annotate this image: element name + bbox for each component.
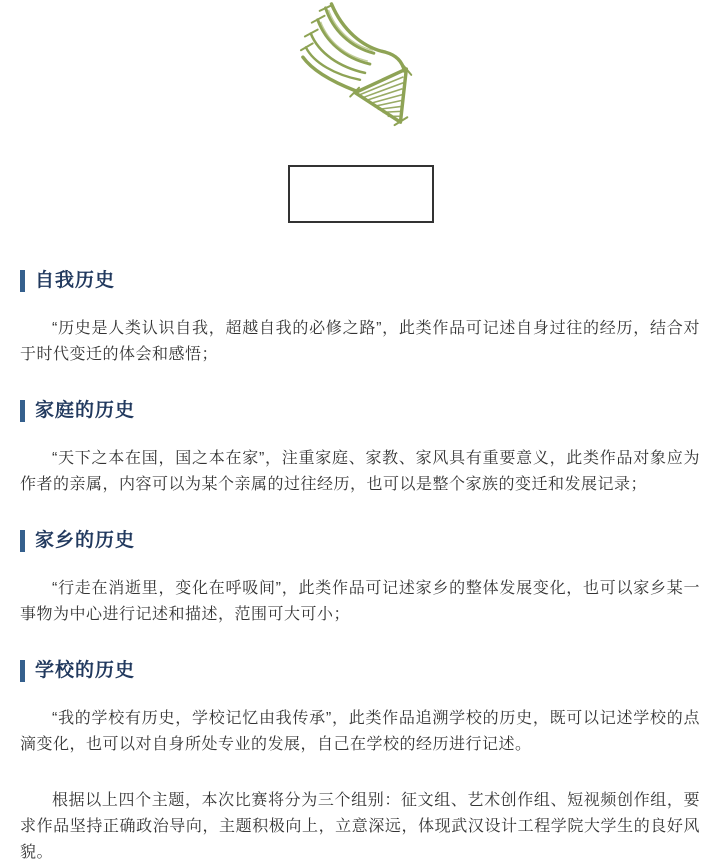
closing-paragraph: 根据以上四个主题，本次比赛将分为三个组别：征文组、艺术创作组、短视频创作组，要求作品坚持正确政治导向，主题积极向上，立意深远，体现武汉设计工程学院大学生的良好风貌。 xyxy=(20,792,700,860)
section-paragraph: “我的学校有历史，学校记忆由我传承”，此类作品追溯学校的历史，既可以记述学校的点滴变化，也可以对自身所处专业的发展，自己在学校的经历进行记述。 xyxy=(20,710,700,753)
section-title: 家庭的历史 xyxy=(35,400,136,421)
section-paragraph: “行走在消逝里，变化在呼吸间”，此类作品可记述家乡的整体发展变化，也可以家乡某一事物为中心进行记述和描述，范围可大可小； xyxy=(20,580,700,623)
section-accent-bar xyxy=(20,270,25,292)
section-header xyxy=(20,528,700,554)
section-title: 家乡的历史 xyxy=(35,530,136,551)
section-paragraph: “历史是人类认识自我，超越自我的必修之路”，此类作品可记述自身过往的经历，结合对于时代变迁的体会和感悟； xyxy=(20,320,700,363)
section-title: 自我历史 xyxy=(35,270,116,291)
section-paragraph: “天下之本在国，国之本在家”，注重家庭、家教、家风具有重要意义，此类作品对象应为作者的亲属，内容可以为某个亲属的过往经历，也可以是整个家族的变迁和发展记录； xyxy=(20,450,700,493)
section-header xyxy=(20,268,700,294)
hand-drawn-arrow-icon xyxy=(298,2,428,135)
section-hometown-history xyxy=(20,528,700,628)
section-family-history xyxy=(20,398,700,498)
section-header xyxy=(20,658,700,684)
article-content xyxy=(20,268,700,860)
section-accent-bar xyxy=(20,660,25,682)
section-accent-bar xyxy=(20,530,25,552)
section-title: 学校的历史 xyxy=(35,660,136,681)
banner xyxy=(295,170,437,223)
section-accent-bar xyxy=(20,400,25,422)
section-header xyxy=(20,398,700,424)
section-self-history xyxy=(20,268,700,368)
banner-title: 活动主题 xyxy=(319,186,416,210)
section-school-history xyxy=(20,658,700,758)
